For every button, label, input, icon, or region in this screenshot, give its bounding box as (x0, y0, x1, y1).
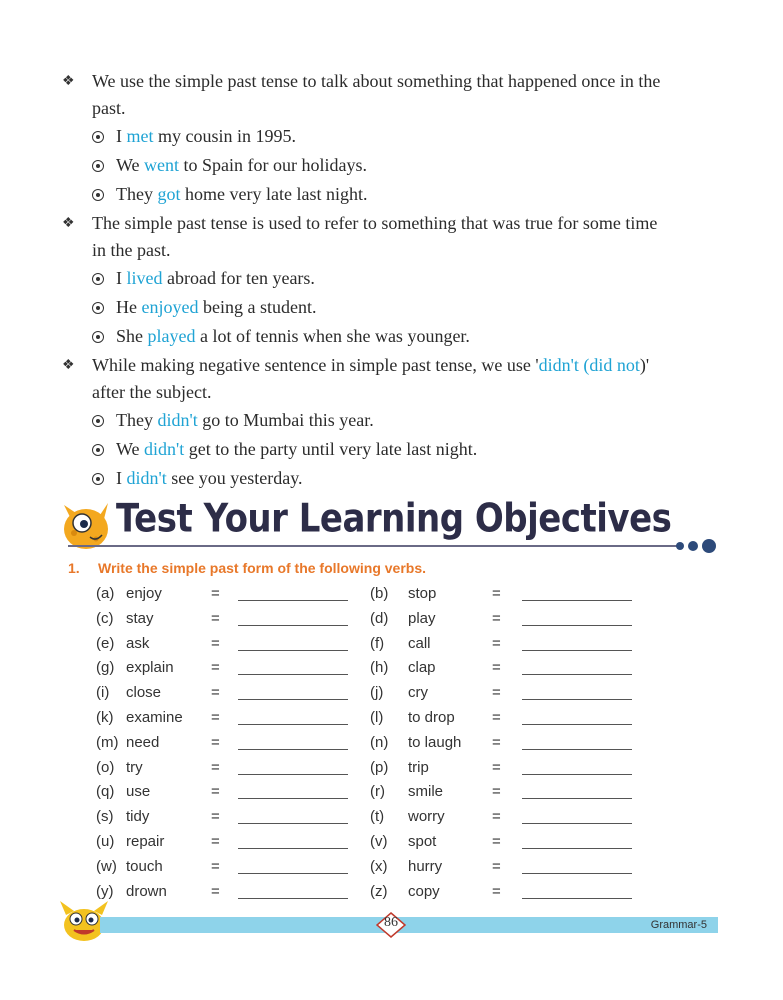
decorative-dot (702, 539, 716, 553)
item-label: (x) (370, 857, 388, 875)
example-sentence: I didn't see you yesterday. (92, 465, 303, 491)
answer-blank[interactable] (522, 898, 632, 899)
item-label: (g) (96, 659, 115, 677)
circle-bullet-icon (92, 189, 104, 201)
verb-word: to laugh (408, 733, 462, 751)
answer-blank[interactable] (522, 823, 632, 824)
item-label: (k) (96, 709, 114, 726)
verb-word: ask (126, 634, 150, 652)
answer-blank[interactable] (238, 848, 348, 849)
equals-sign: = (211, 783, 220, 801)
verb-word: call (408, 634, 431, 652)
verb-word: enjoy (126, 585, 162, 602)
equals-sign: = (211, 857, 220, 875)
answer-blank[interactable] (238, 625, 348, 626)
section-title: Test Your Learning Objectives (116, 496, 672, 542)
item-label: (o) (96, 758, 115, 776)
answer-blank[interactable] (522, 798, 632, 799)
verb-word: trip (408, 758, 429, 776)
item-label: (b) (370, 585, 389, 602)
verb-word: cry (408, 684, 428, 702)
answer-blank[interactable] (238, 650, 348, 651)
verb-word: use (126, 783, 151, 801)
equals-sign: = (492, 634, 501, 652)
diamond-bullet-icon: ❖ (62, 216, 75, 231)
item-label: (w) (96, 857, 117, 875)
equals-sign: = (492, 609, 501, 627)
verb-word: clap (408, 659, 436, 677)
item-label: (y) (96, 882, 114, 900)
item-label: (z) (370, 882, 388, 900)
verb-word: try (126, 758, 143, 776)
answer-blank[interactable] (522, 724, 632, 725)
verb-word: stop (408, 585, 437, 602)
bullet-point-1 (62, 68, 732, 122)
answer-blank[interactable] (238, 749, 348, 750)
item-label: (n) (370, 733, 389, 751)
circle-bullet-icon (92, 415, 104, 427)
section-banner (60, 495, 720, 557)
item-label: (r) (370, 783, 385, 801)
decorative-dot (676, 542, 684, 550)
item-label: (t) (370, 808, 385, 826)
verb-word: play (408, 609, 436, 627)
answer-blank[interactable] (238, 600, 348, 601)
item-label: (j) (370, 684, 384, 702)
answer-blank[interactable] (238, 724, 348, 725)
equals-sign: = (492, 808, 501, 826)
equals-sign: = (211, 882, 220, 900)
verb-word: copy (408, 882, 440, 900)
answer-blank[interactable] (522, 699, 632, 700)
circle-bullet-icon (92, 160, 104, 172)
equals-sign: = (492, 857, 501, 875)
item-label: (p) (370, 758, 389, 776)
equals-sign: = (211, 585, 220, 602)
answer-blank[interactable] (522, 625, 632, 626)
verb-word: smile (408, 783, 444, 801)
circle-bullet-icon (92, 131, 104, 143)
equals-sign: = (211, 808, 220, 826)
example-sentence: We went to Spain for our holidays. (92, 152, 367, 178)
circle-bullet-icon (92, 273, 104, 285)
answer-blank[interactable] (522, 749, 632, 750)
circle-bullet-icon (92, 444, 104, 456)
answer-blank[interactable] (522, 848, 632, 849)
equals-sign: = (211, 634, 220, 652)
equals-sign: = (492, 684, 501, 702)
equals-sign: = (211, 659, 220, 677)
equals-sign: = (492, 783, 501, 801)
verb-word: hurry (408, 857, 443, 875)
banner-divider (68, 545, 680, 547)
equals-sign: = (492, 709, 501, 726)
item-label: (s) (96, 808, 114, 826)
item-label: (f) (370, 634, 385, 652)
circle-bullet-icon (92, 331, 104, 343)
item-label: (m) (96, 733, 119, 751)
item-label: (h) (370, 659, 389, 677)
bullet-text: We use the simple past tense to talk about something that happened once in the past. (92, 71, 661, 118)
equals-sign: = (492, 733, 501, 751)
item-label: (i) (96, 684, 110, 702)
equals-sign: = (492, 585, 501, 602)
question-heading: 1. Write the simple past form of the following verbs. (68, 560, 427, 576)
equals-sign: = (211, 733, 220, 751)
answer-blank[interactable] (522, 674, 632, 675)
verb-word: touch (126, 857, 163, 875)
equals-sign: = (492, 833, 501, 850)
monster-mascot-icon (60, 499, 114, 551)
answer-blank[interactable] (522, 774, 632, 775)
answer-blank[interactable] (522, 650, 632, 651)
verb-word: examine (126, 709, 183, 726)
answer-blank[interactable] (238, 823, 348, 824)
item-label: (c) (96, 609, 114, 627)
equals-sign: = (211, 758, 220, 776)
item-label: (l) (370, 709, 384, 726)
example-sentence: We didn't get to the party until very late last night. (92, 436, 477, 462)
verb-word: stay (126, 609, 154, 627)
item-label: (e) (96, 634, 115, 652)
diamond-bullet-icon: ❖ (62, 358, 75, 373)
bullet-point-2 (62, 210, 732, 264)
item-label: (v) (370, 833, 388, 850)
decorative-dot (688, 541, 698, 551)
verb-word: spot (408, 833, 437, 850)
verb-word: tidy (126, 808, 150, 826)
answer-blank[interactable] (522, 600, 632, 601)
verb-word: to drop (408, 709, 455, 726)
footer-bar (100, 917, 718, 933)
verb-word: explain (126, 659, 174, 677)
item-label: (d) (370, 609, 389, 627)
equals-sign: = (492, 758, 501, 776)
verb-word: close (126, 684, 162, 702)
verb-word: repair (126, 833, 165, 850)
diamond-bullet-icon: ❖ (62, 74, 75, 89)
verb-word: worry (408, 808, 445, 826)
example-sentence: She played a lot of tennis when she was younger. (92, 323, 470, 349)
equals-sign: = (211, 833, 220, 850)
page-number: 86 (384, 915, 398, 930)
equals-sign: = (211, 709, 220, 726)
bullet-point-3 (62, 352, 732, 406)
answer-blank[interactable] (522, 873, 632, 874)
item-label: (u) (96, 833, 115, 850)
equals-sign: = (492, 882, 501, 900)
example-sentence: They didn't go to Mumbai this year. (92, 407, 374, 433)
circle-bullet-icon (92, 473, 104, 485)
answer-blank[interactable] (238, 898, 348, 899)
equals-sign: = (211, 684, 220, 702)
answer-blank[interactable] (238, 798, 348, 799)
answer-blank[interactable] (238, 674, 348, 675)
bullet-text: The simple past tense is used to refer to something that was true for some time in the past. (92, 213, 658, 260)
answer-blank[interactable] (238, 873, 348, 874)
example-sentence: They got home very late last night. (92, 181, 367, 207)
item-label: (q) (96, 783, 115, 801)
verb-word: drown (126, 882, 167, 900)
item-label: (a) (96, 585, 115, 602)
circle-bullet-icon (92, 302, 104, 314)
verb-word: need (126, 733, 160, 751)
answer-blank[interactable] (238, 774, 348, 775)
equals-sign: = (211, 609, 220, 627)
book-title: Grammar-5 (650, 919, 707, 931)
example-sentence: I met my cousin in 1995. (92, 123, 296, 149)
equals-sign: = (492, 659, 501, 677)
example-sentence: I lived abroad for ten years. (92, 265, 315, 291)
bullet-text: While making negative sentence in simple past tense, we use 'didn't (did not)' after the subject. (92, 355, 650, 402)
answer-blank[interactable] (238, 699, 348, 700)
example-sentence: He enjoyed being a student. (92, 294, 316, 320)
